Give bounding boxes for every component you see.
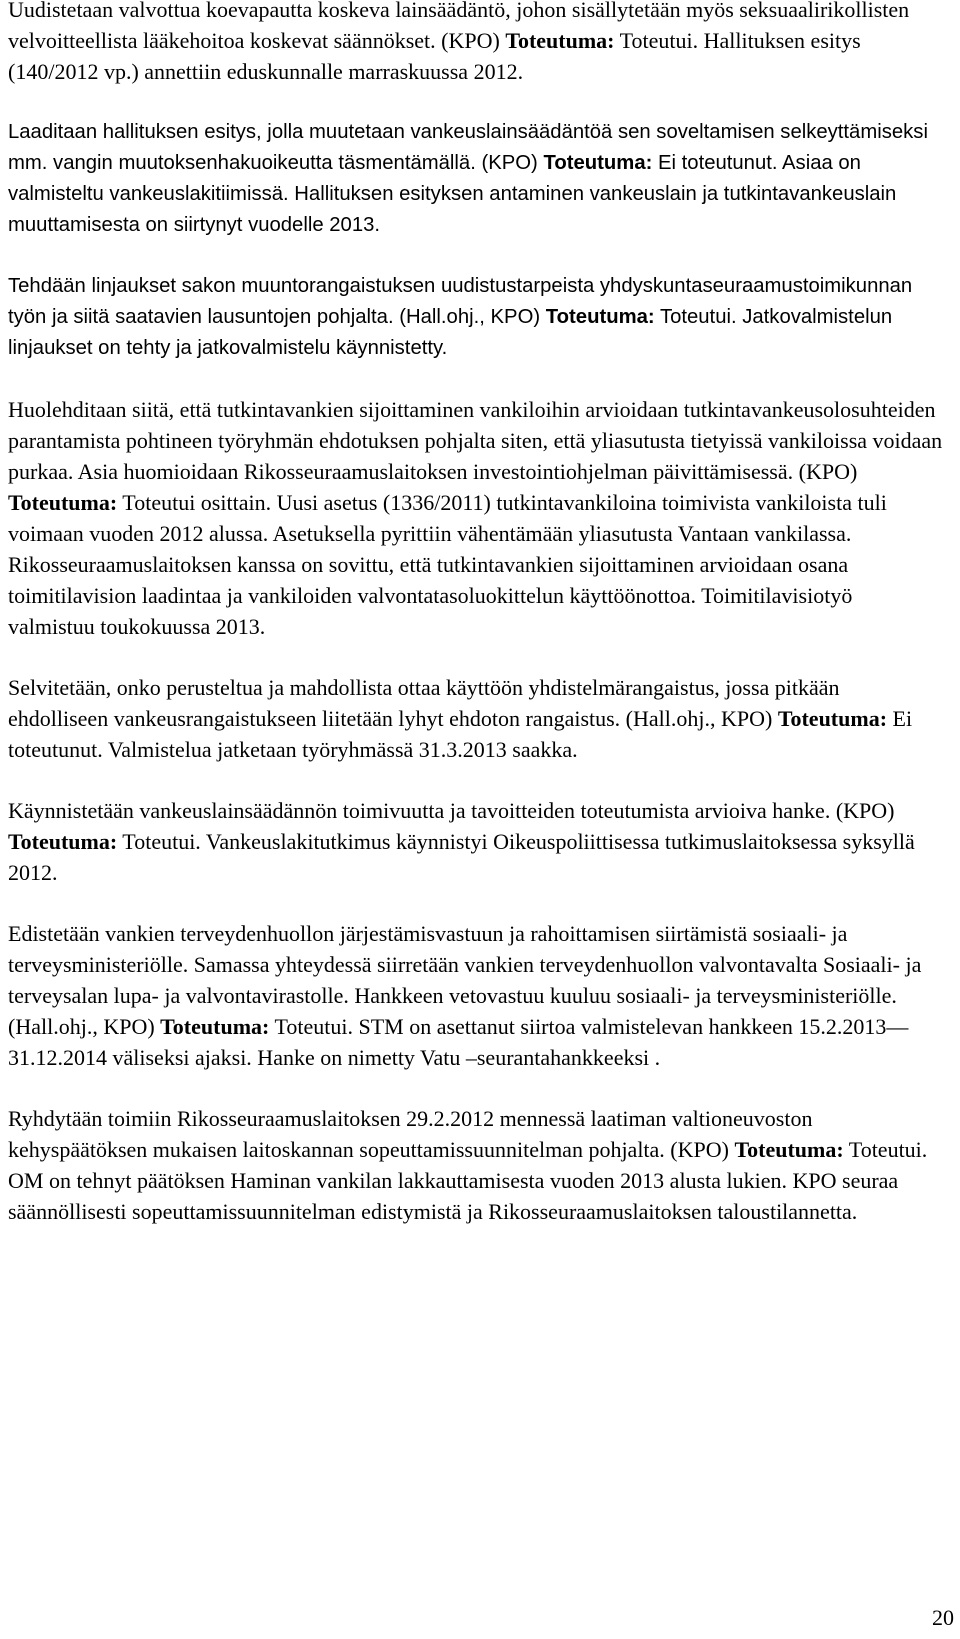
status-label: Toteutuma: xyxy=(734,1137,844,1162)
paragraph-text: Tehdään linjaukset sakon muuntorangaistuksen uudistustarpeista yhdyskuntaseuraamustoimikunnan työn ja siitä saatavien lausuntojen pohjalta. (Hall.ohj., KPO) xyxy=(8,275,913,328)
paragraph-laitoskanta xyxy=(8,1103,943,1227)
paragraph-text: Huolehditaan siitä, että tutkintavankien sijoittaminen vankiloihin arvioidaan tutkintavankeusolosuhteiden parantamista pohtineen työryhmän ehdotuksen pohjalta siten, että yliasutusta tietyissä vankiloissa voidaan purkaa. Asia huomioidaan Rikosseuraamuslaitoksen investointiohjelman päivittämisessä. (KPO) xyxy=(8,397,943,484)
paragraph-text: Toteutui osittain. Uusi asetus (1336/2011) tutkintavankiloina toimivista vankiloista tuli voimaan vuoden 2012 alussa. Asetuksella pyrittiin vähentämään yliasutusta Vantaan vankilassa. Rikosseuraamuslaitoksen kanssa on sovittu, että tutkintavankien sijoittaminen arvioidaan osana toimitilavision laadintaa ja vankiloiden valvontatasoluokittelun käyttöönottoa. Toimitilavisiotyö valmistuu toukokuussa 2013. xyxy=(8,490,887,639)
paragraph-terveydenhuolto xyxy=(8,918,943,1073)
status-label: Toteutuma: xyxy=(8,490,118,515)
paragraph-text: Ei toteutunut. Valmistelua jatketaan työryhmässä 31.3.2013 saakka. xyxy=(8,706,913,762)
paragraph-text: Toteutui. STM on asettanut siirtoa valmistelevan hankkeen 15.2.2013—31.12.2014 väliseksi ajaksi. Hanke on nimetty Vatu –seurantahankkeeksi . xyxy=(8,1014,909,1070)
status-label: Toteutuma: xyxy=(505,28,615,53)
paragraph-text: Ei toteutunut. Asiaa on valmisteltu vankeuslakitiimissä. Hallituksen esityksen antaminen vankeuslain ja tutkintavankeuslain muuttamisesta on siirtynyt vuodelle 2013. xyxy=(8,152,897,236)
document-page xyxy=(8,0,943,1227)
paragraph-tutkintavankien-sijoittaminen xyxy=(8,394,943,642)
paragraph-text: Laaditaan hallituksen esitys, jolla muutetaan vankeuslainsäädäntöä sen soveltamisen selkeyttämiseksi mm. vangin muutoksenhakuoikeutta täsmentämällä. (KPO) xyxy=(8,121,928,174)
paragraph-text: Edistetään vankien terveydenhuollon järjestämisvastuun ja rahoittamisen siirtämistä sosiaali- ja terveysministeriölle. Samassa yhteydessä siirretään vankien terveydenhuollon valvontavalta Sosiaali- ja terveysalan lupa- ja valvontavirastolle. Hankkeen vetovastuu kuuluu sosiaali- ja terveysministeriölle. (Hall.ohj., KPO) xyxy=(8,921,922,1039)
paragraph-vankeuslainsaadanto xyxy=(8,117,943,241)
paragraph-text: Toteutui. OM on tehnyt päätöksen Haminan vankilan lakkauttamisesta vuoden 2013 alusta lukien. KPO seuraa säännöllisesti sopeuttamissuunnitelman edistymistä ja Rikosseuraamuslaitoksen taloustilannetta. xyxy=(8,1137,928,1224)
paragraph-text: Toteutui. Vankeuslakitutkimus käynnistyi Oikeuspoliittisessa tutkimuslaitoksessa syksyllä 2012. xyxy=(8,829,915,885)
paragraph-text: Toteutui. Jatkovalmistelun linjaukset on tehty ja jatkovalmistelu käynnistetty. xyxy=(8,306,893,359)
paragraph-text: Ryhdytään toimiin Rikosseuraamuslaitoksen 29.2.2012 mennessä laatiman valtioneuvoston kehyspäätöksen mukaisen laitoskannan sopeuttamissuunnitelman pohjalta. (KPO) xyxy=(8,1106,813,1162)
paragraph-koevapaus xyxy=(8,0,943,87)
status-label: Toteutuma: xyxy=(545,306,655,328)
status-label: Toteutuma: xyxy=(777,706,888,731)
paragraph-text: Uudistetaan valvottua koevapautta koskeva lainsäädäntö, johon sisällytetään myös seksuaalirikollisten velvoitteellista lääkehoitoa koskevat säännökset. (KPO) xyxy=(8,0,910,53)
paragraph-yhdistelmarangaistus xyxy=(8,672,943,765)
status-label: Toteutuma: xyxy=(8,829,118,854)
paragraph-text: Toteutui. Hallituksen esitys (140/2012 vp.) annettiin eduskunnalle marraskuussa 2012. xyxy=(8,28,861,84)
paragraph-text: Selvitetään, onko perusteltua ja mahdollista ottaa käyttöön yhdistelmärangaistus, jossa pitkään ehdolliseen vankeusrangaistukseen liitetään lyhyt ehdoton rangaistus. (Hall.ohj., KPO) xyxy=(8,675,840,731)
status-label: Toteutuma: xyxy=(543,152,653,174)
paragraph-sakon-muuntorangaistus xyxy=(8,271,943,364)
status-label: Toteutuma: xyxy=(160,1014,270,1039)
paragraph-text: Käynnistetään vankeuslainsäädännön toimivuutta ja tavoitteiden toteutumista arvioiva hanke. (KPO) xyxy=(8,798,895,823)
page-number: 20 xyxy=(932,1605,954,1630)
paragraph-arvioiva-hanke xyxy=(8,795,943,888)
